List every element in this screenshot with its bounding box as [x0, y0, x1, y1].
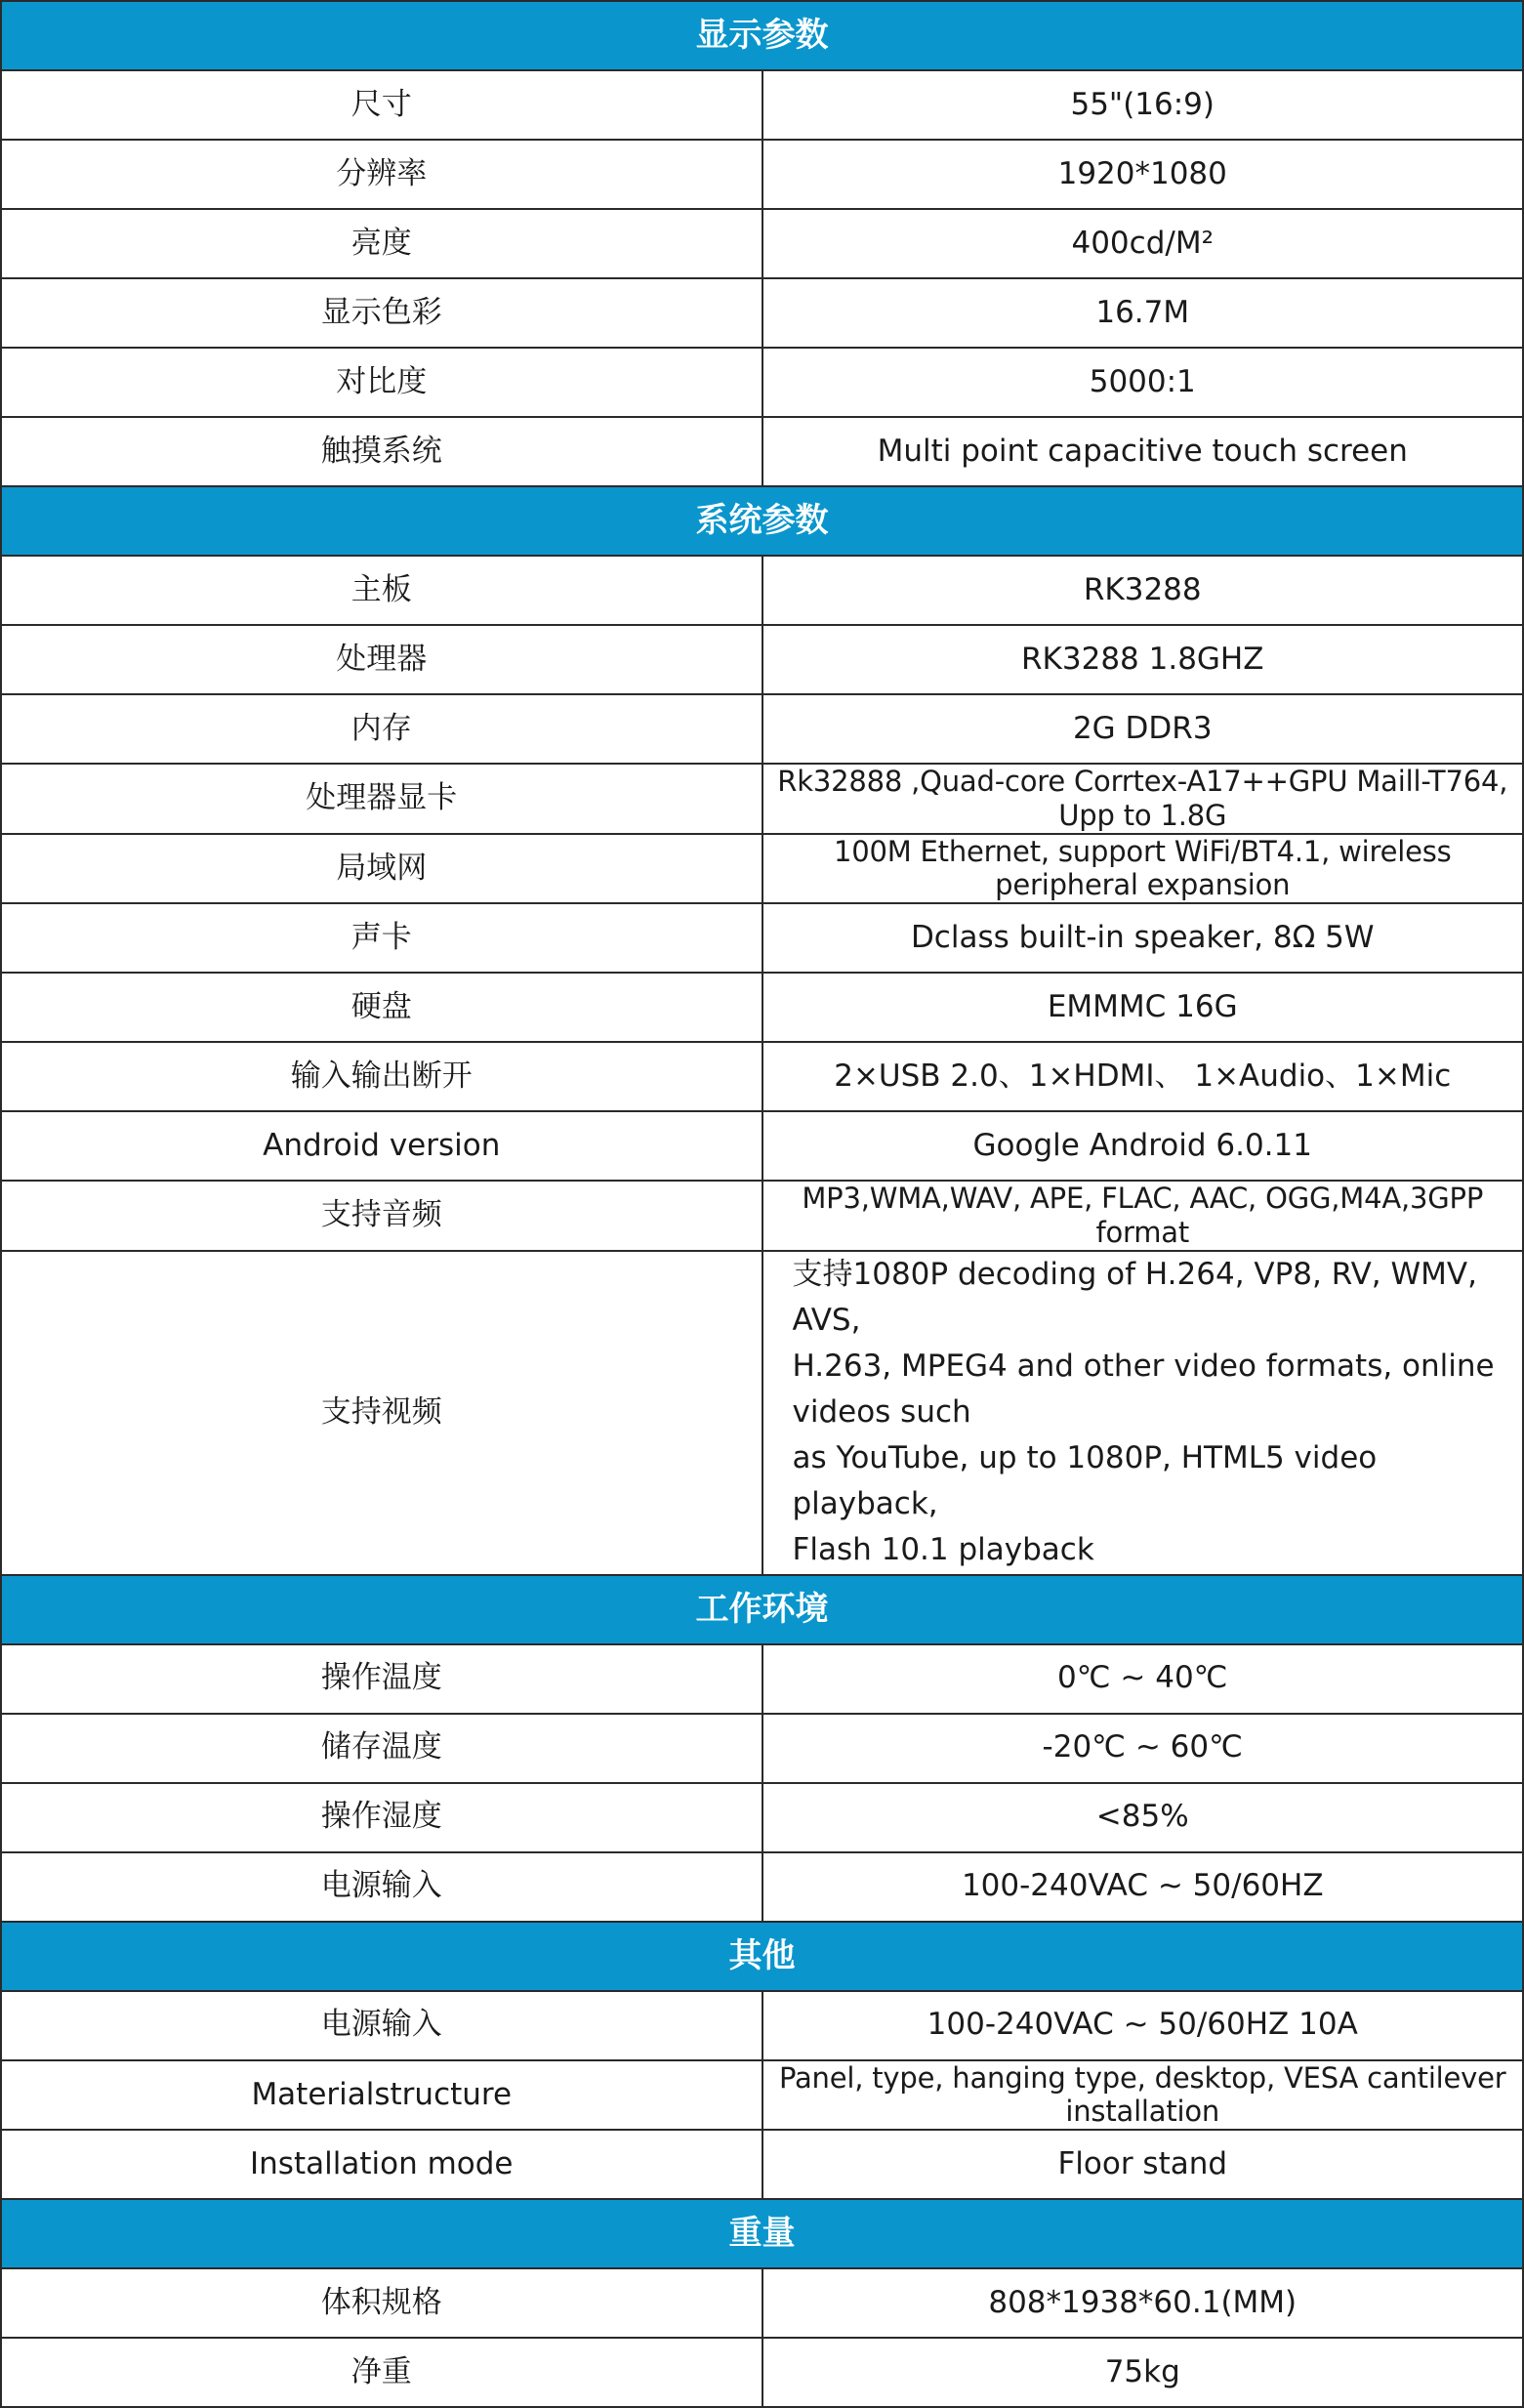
spec-value: 100-240VAC ~ 50/60HZ 10A	[762, 1991, 1524, 2060]
spec-label: 支持音频	[1, 1181, 762, 1251]
section-title: 显示参数	[1, 1, 1523, 70]
spec-label: 体积规格	[1, 2268, 762, 2338]
table-row	[1, 834, 1523, 904]
spec-label: 声卡	[1, 903, 762, 973]
spec-value: -20℃ ~ 60℃	[762, 1714, 1524, 1783]
spec-label: 操作湿度	[1, 1783, 762, 1852]
section-title: 系统参数	[1, 486, 1523, 556]
spec-label: Installation mode	[1, 2130, 762, 2199]
spec-value: Panel, type, hanging type, desktop, VESA cantilever installation	[762, 2060, 1524, 2131]
table-row	[1, 417, 1523, 486]
spec-value: 2×USB 2.0、1×HDMI、 1×Audio、1×Mic	[762, 1042, 1524, 1111]
spec-label: 内存	[1, 694, 762, 764]
section-title: 重量	[1, 2199, 1523, 2268]
spec-label: 输入输出断开	[1, 1042, 762, 1111]
video-line: as YouTube, up to 1080P, HTML5 video playback,	[792, 1440, 1378, 1522]
spec-value: 75kg	[762, 2338, 1524, 2407]
spec-label: 硬盘	[1, 973, 762, 1042]
table-row	[1, 1181, 1523, 1251]
spec-label: 净重	[1, 2338, 762, 2407]
spec-value: MP3,WMA,WAV, APE, FLAC, AAC, OGG,M4A,3GPP format	[762, 1181, 1524, 1251]
table-row	[1, 2130, 1523, 2199]
section-title: 其他	[1, 1922, 1523, 1991]
table-row	[1, 70, 1523, 140]
spec-value: 16.7M	[762, 278, 1524, 348]
spec-value: <85%	[762, 1783, 1524, 1852]
spec-value: 100-240VAC ~ 50/60HZ	[762, 1852, 1524, 1922]
spec-label: 储存温度	[1, 1714, 762, 1783]
section-header-display	[1, 1, 1523, 70]
spec-value: RK3288 1.8GHZ	[762, 625, 1524, 694]
section-title: 工作环境	[1, 1575, 1523, 1644]
table-row	[1, 1852, 1523, 1922]
table-row	[1, 1111, 1523, 1181]
video-line: H.263, MPEG4 and other video formats, online videos such	[792, 1349, 1495, 1431]
table-row	[1, 764, 1523, 834]
spec-value: 100M Ethernet, support WiFi/BT4.1, wireless peripheral expansion	[762, 834, 1524, 904]
spec-value: 5000:1	[762, 348, 1524, 417]
spec-value: EMMMC 16G	[762, 973, 1524, 1042]
table-row	[1, 1783, 1523, 1852]
spec-value: 55"(16:9)	[762, 70, 1524, 140]
spec-label: 电源输入	[1, 1852, 762, 1922]
spec-label: 局域网	[1, 834, 762, 904]
table-row	[1, 2060, 1523, 2131]
table-row-video	[1, 1251, 1523, 1575]
section-header-system	[1, 486, 1523, 556]
video-line: Flash 10.1 playback	[792, 1532, 1094, 1568]
spec-label: 触摸系统	[1, 417, 762, 486]
table-row	[1, 556, 1523, 625]
spec-value: Floor stand	[762, 2130, 1524, 2199]
spec-label: 处理器	[1, 625, 762, 694]
section-header-weight	[1, 2199, 1523, 2268]
table-row	[1, 1042, 1523, 1111]
spec-value: Multi point capacitive touch screen	[762, 417, 1524, 486]
table-row	[1, 1644, 1523, 1714]
spec-label: 尺寸	[1, 70, 762, 140]
spec-value: Google Android 6.0.11	[762, 1111, 1524, 1181]
spec-label: 操作温度	[1, 1644, 762, 1714]
spec-label: 主板	[1, 556, 762, 625]
table-row	[1, 140, 1523, 209]
table-row	[1, 2268, 1523, 2338]
spec-label: 分辨率	[1, 140, 762, 209]
spec-label: 对比度	[1, 348, 762, 417]
spec-value: 1920*1080	[762, 140, 1524, 209]
spec-value: 0℃ ~ 40℃	[762, 1644, 1524, 1714]
table-row	[1, 1714, 1523, 1783]
spec-value: 400cd/M²	[762, 209, 1524, 278]
table-row	[1, 625, 1523, 694]
spec-label: 处理器显卡	[1, 764, 762, 834]
spec-value: 2G DDR3	[762, 694, 1524, 764]
spec-value: Dclass built-in speaker, 8Ω 5W	[762, 903, 1524, 973]
section-header-environment	[1, 1575, 1523, 1644]
table-row	[1, 903, 1523, 973]
spec-label: Materialstructure	[1, 2060, 762, 2131]
section-header-other	[1, 1922, 1523, 1991]
spec-value: Rk32888 ,Quad-core Corrtex-A17++GPU Maill-T764, Upp to 1.8G	[762, 764, 1524, 834]
spec-label: 电源输入	[1, 1991, 762, 2060]
table-row	[1, 2338, 1523, 2407]
spec-value: RK3288	[762, 556, 1524, 625]
spec-value: 808*1938*60.1(MM)	[762, 2268, 1524, 2338]
table-row	[1, 348, 1523, 417]
table-row	[1, 209, 1523, 278]
table-row	[1, 973, 1523, 1042]
spec-label: 显示色彩	[1, 278, 762, 348]
spec-label: Android version	[1, 1111, 762, 1181]
table-row	[1, 694, 1523, 764]
spec-value-multiline	[762, 1251, 1524, 1575]
table-row	[1, 278, 1523, 348]
table-row	[1, 1991, 1523, 2060]
spec-label: 支持视频	[1, 1251, 762, 1575]
spec-label: 亮度	[1, 209, 762, 278]
video-line: 支持1080P decoding of H.264, VP8, RV, WMV, AVS,	[792, 1256, 1477, 1338]
